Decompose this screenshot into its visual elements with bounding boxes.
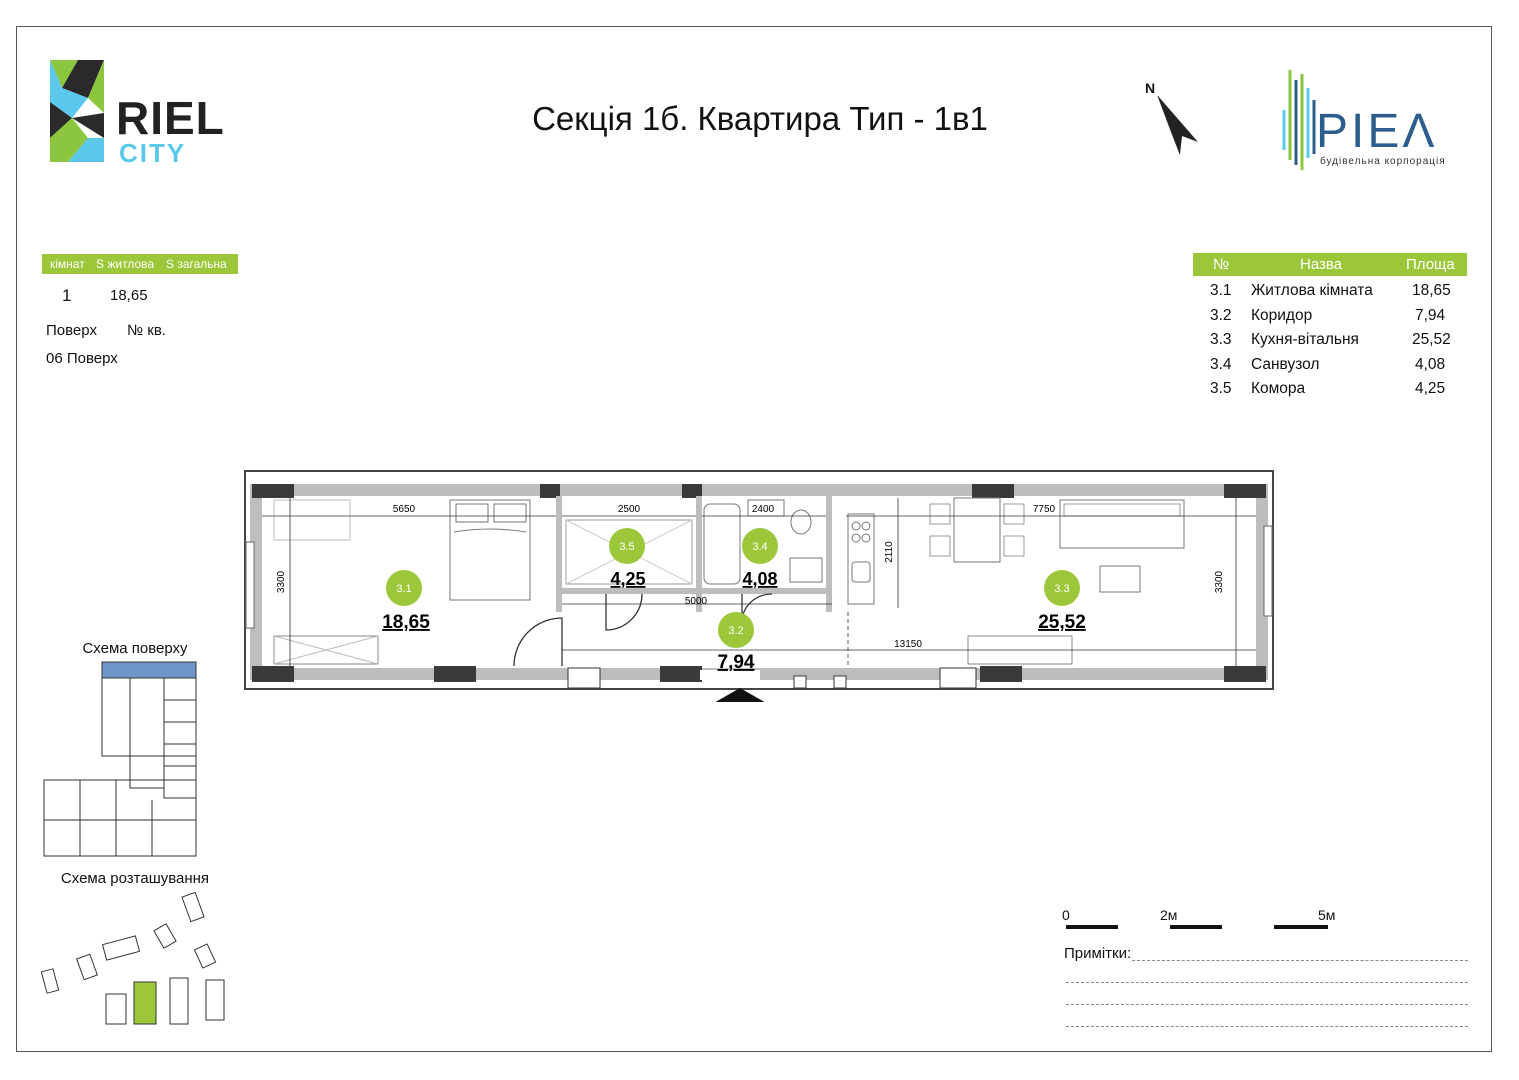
rooms-table [1193,253,1467,402]
room-area-label: 25,52 [1038,612,1086,633]
summary-header [42,254,238,274]
room-area-label: 4,08 [742,569,778,589]
site-scheme-map [38,890,233,1030]
north-letter: N [1145,80,1156,96]
table-row [1193,353,1467,378]
table-row [1193,377,1467,402]
dimension-label: 2400 [751,504,775,515]
room-area-label: 18,65 [382,612,430,633]
room-name: Коридор [1251,306,1313,324]
room-area-label: 4,25 [610,569,646,589]
summary-rooms-count: 1 [62,286,72,305]
room-tag-label: 3.5 [619,541,635,553]
rooms-table-header [1193,253,1467,276]
riel-city-logo-mark [48,58,108,168]
table-row [1193,328,1467,353]
room-name: Комора [1251,380,1306,397]
dimension-label: 13150 [894,639,922,650]
room-area-label: 7,94 [717,652,755,673]
piea-logo-mark [1280,60,1320,172]
rooms-header-name: Назва [1300,256,1343,273]
site-scheme-caption: Схема розташування [60,870,210,887]
notes-line [1066,1004,1468,1005]
room-number: 3.5 [1210,380,1232,397]
scale-label: 0 [1062,907,1070,923]
room-name: Кухня-вітальня [1251,331,1359,348]
notes-line [1066,1026,1468,1027]
summary-header-total: S загальна [166,257,227,271]
summary-header-rooms: кімнат [50,257,85,271]
room-number: 3.2 [1210,306,1232,324]
dimension-label: 3300 [1214,570,1225,594]
rooms-header-number: № [1213,256,1230,273]
piea-logo-text: PIEΛ [1316,105,1438,158]
floor-scheme-map [40,660,200,860]
dimension-label: 2500 [617,504,641,515]
room-area: 25,52 [1412,331,1451,348]
room-tag-label: 3.3 [1054,583,1070,595]
table-row [1193,279,1467,304]
dimension-label: 2110 [884,541,895,563]
apartment-number-label: № кв. [127,322,166,339]
room-tag-label: 3.1 [396,583,412,595]
summary-header-living: S житлова [96,257,155,271]
notes-line [1132,960,1468,961]
rooms-header-area: Площа [1406,256,1455,273]
scale-label: 5м [1318,907,1336,923]
room-number: 3.3 [1210,331,1232,348]
dimension-label: 7750 [1032,504,1056,515]
piea-logo-subtitle: будівельна корпорація [1320,156,1446,167]
room-tag-label: 3.4 [752,541,768,553]
dimension-label: 5000 [684,596,708,607]
page-title: Секція 1б. Квартира Тип - 1в1 [532,100,988,137]
notes-line [1066,982,1468,983]
room-name: Санвузол [1251,355,1320,373]
room-tag-label: 3.2 [728,625,744,637]
north-arrow-icon [1140,78,1210,158]
room-number: 3.1 [1210,282,1232,299]
room-name: Житлова кімната [1251,282,1373,299]
room-number: 3.4 [1210,355,1232,373]
dimension-label: 5650 [392,504,416,515]
room-tag-3-4 [742,528,778,589]
floor-value: 06 Поверх [46,350,118,367]
room-area: 18,65 [1412,282,1451,299]
room-area: 4,25 [1415,380,1446,397]
room-area: 4,08 [1415,355,1446,373]
summary-living-area: 18,65 [110,287,148,304]
scale-label: 2м [1160,907,1178,923]
floor-label: Поверх [46,322,97,339]
notes-label: Примітки: [1064,945,1132,962]
city-logo-text: CITY [119,138,187,168]
table-row [1193,304,1467,329]
floor-plan [244,470,1274,702]
riel-logo-text: RIEL [116,92,225,144]
room-area: 7,94 [1415,306,1446,324]
scale-bar [1060,905,1340,935]
dimension-label: 3300 [276,570,287,594]
floor-scheme-caption: Схема поверху [82,640,188,657]
